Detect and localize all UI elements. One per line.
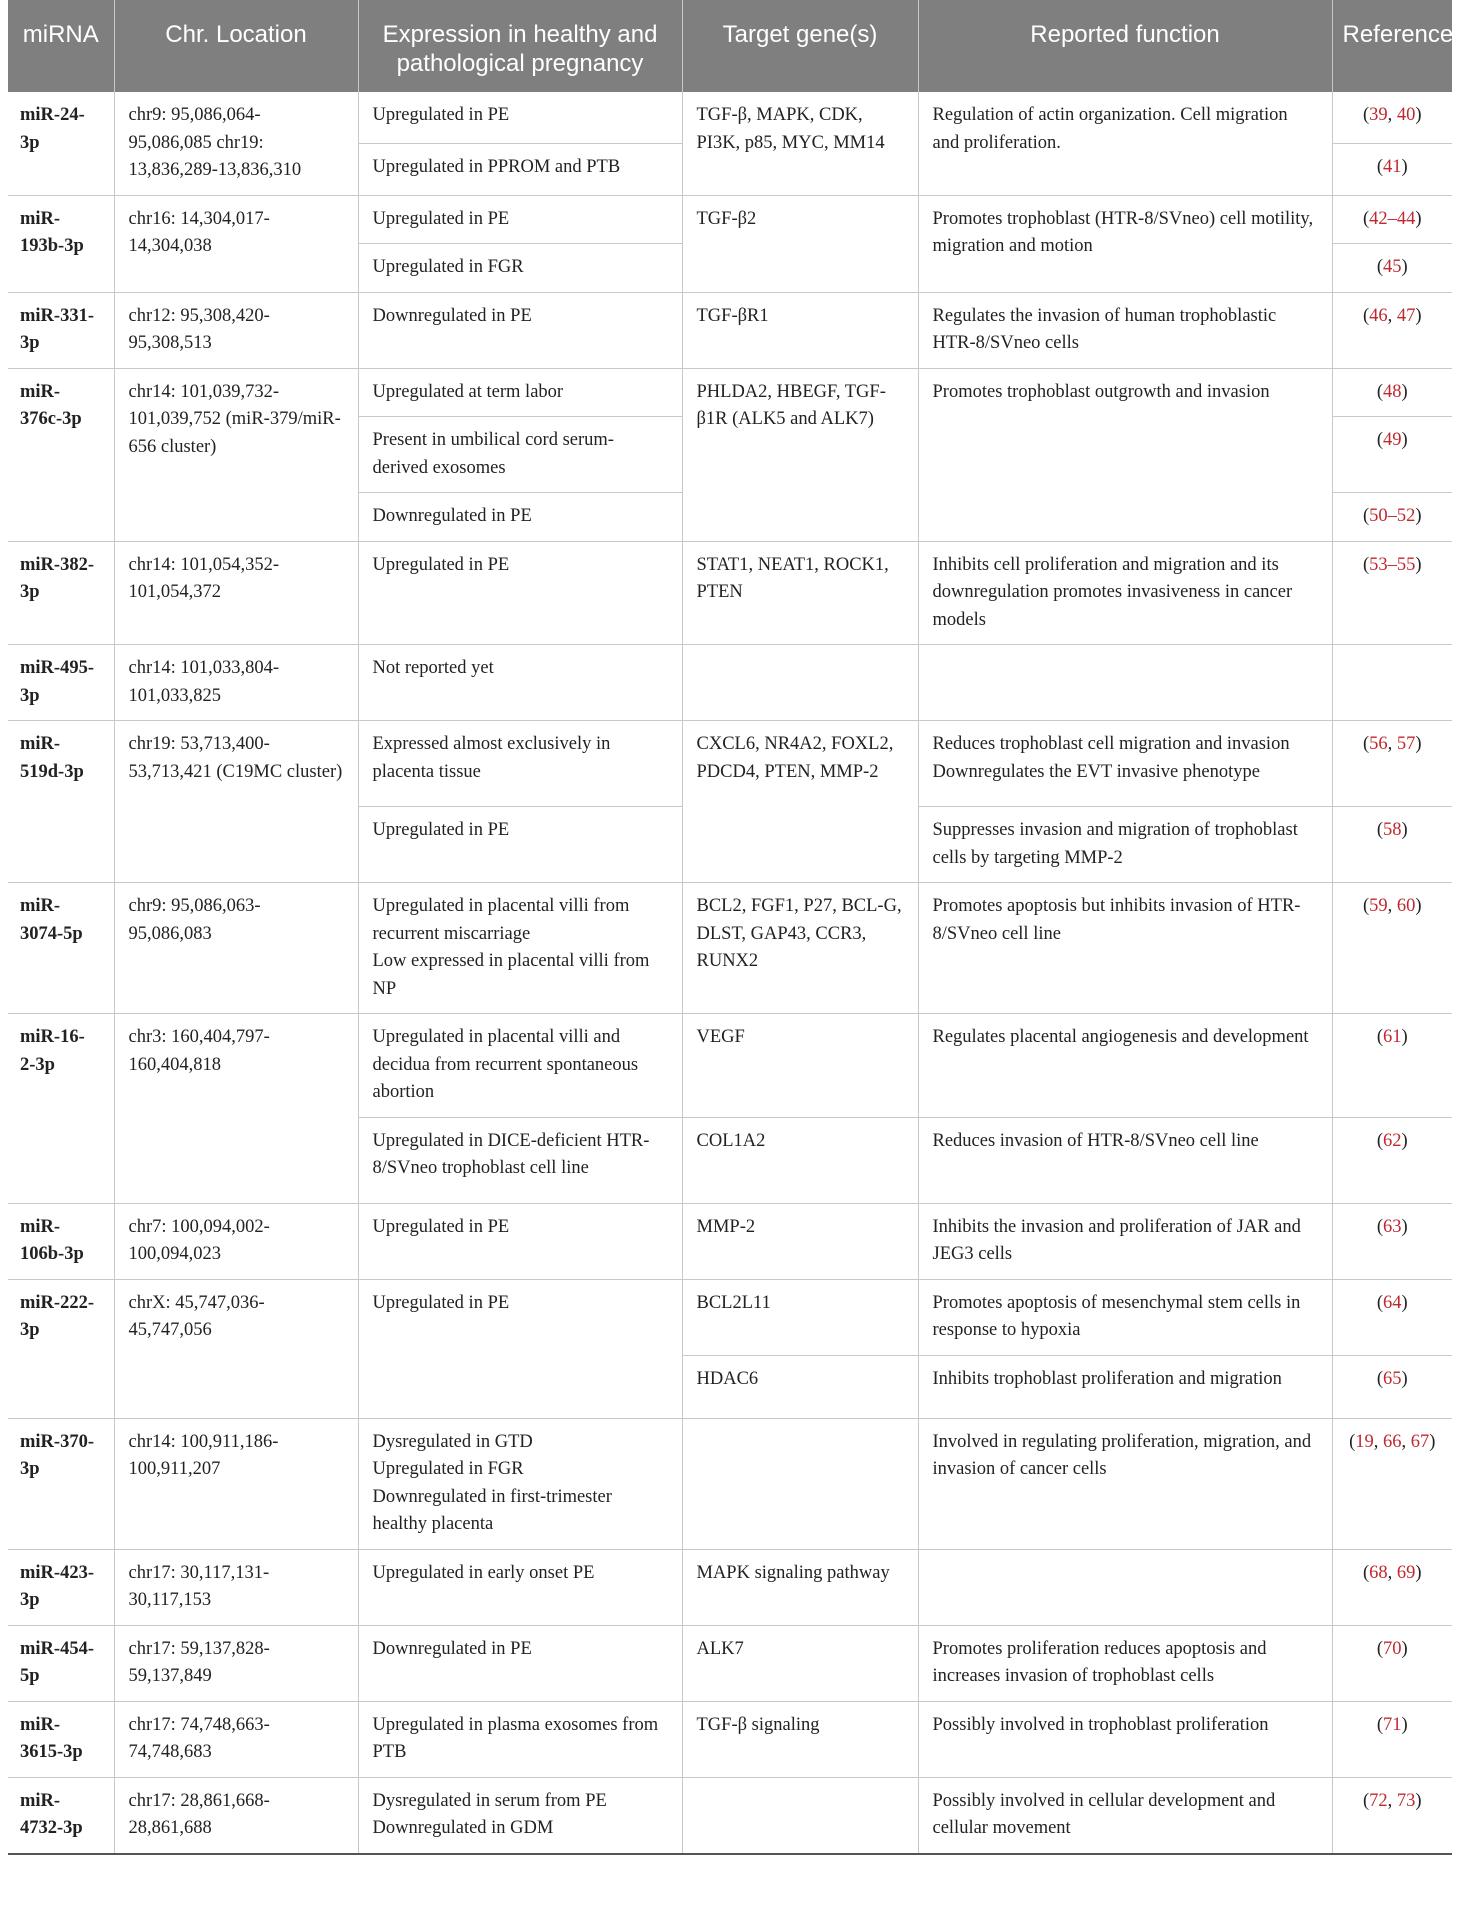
reference-link[interactable]: 49 — [1383, 430, 1402, 450]
reference-link[interactable]: 19 — [1355, 1431, 1374, 1452]
target-genes-cell: BCL2L11 — [682, 1279, 918, 1355]
reference-cell: (49) — [1332, 417, 1452, 493]
expression-line: Downregulated in GDM — [372, 1818, 554, 1838]
mirna-cell: miR-519d-3p — [8, 721, 114, 883]
expression-cell — [358, 645, 682, 721]
chr-location-cell: chr16: 14,304,017-14,304,038 — [114, 195, 358, 292]
function-line: Regulates placental angiogenesis and development — [932, 1027, 1309, 1047]
function-line: Reduces trophoblast cell migration and invasion — [932, 734, 1290, 754]
reference-link[interactable]: 57 — [1396, 734, 1416, 754]
target-genes-cell: MMP-2 — [682, 1203, 918, 1279]
expression-cell — [358, 1549, 682, 1625]
function-line: Inhibits cell proliferation and migration and its downregulation promotes invasiveness in cancer models — [932, 554, 1293, 630]
function-cell — [918, 721, 1332, 807]
reference-cell: (68, 69) — [1332, 1549, 1452, 1625]
table-row — [8, 368, 1452, 417]
reference-cell: (39, 40) — [1332, 92, 1452, 143]
target-genes-cell — [682, 1777, 918, 1854]
reference-cell: (59, 60) — [1332, 883, 1452, 1014]
chr-location-cell: chr17: 59,137,828-59,137,849 — [114, 1625, 358, 1701]
table-row — [8, 1014, 1452, 1118]
mirna-cell: miR-24-3p — [8, 92, 114, 195]
expression-line: Upregulated in PE — [372, 1292, 510, 1313]
table-row — [8, 541, 1452, 645]
expression-cell — [358, 1701, 682, 1777]
reference-link[interactable]: 46 — [1369, 305, 1388, 326]
expression-cell — [358, 195, 682, 244]
reference-cell: (70) — [1332, 1625, 1452, 1701]
function-cell — [918, 1777, 1332, 1854]
expression-line: Upregulated in placental villi from recurrent miscarriage — [372, 896, 630, 944]
expression-cell — [358, 1117, 682, 1203]
function-cell — [918, 292, 1332, 368]
reference-link[interactable]: 47 — [1396, 305, 1416, 326]
reference-link[interactable]: 70 — [1383, 1638, 1402, 1659]
chr-location-cell: chr14: 100,911,186-100,911,207 — [114, 1418, 358, 1549]
expression-line: Upregulated in PE — [372, 1216, 510, 1237]
expression-line: Downregulated in PE — [372, 305, 532, 326]
target-genes-cell: STAT1, NEAT1, ROCK1, PTEN — [682, 541, 918, 645]
reference-link[interactable]: 42–44 — [1369, 208, 1416, 229]
reference-cell: (65) — [1332, 1355, 1452, 1418]
reference-cell — [1332, 645, 1452, 721]
function-cell — [918, 541, 1332, 645]
function-cell — [918, 195, 1332, 292]
reference-cell: (58) — [1332, 807, 1452, 883]
function-line: Downregulates the EVT invasive phenotype — [932, 761, 1260, 782]
reference-link[interactable]: 66 — [1383, 1431, 1402, 1452]
reference-cell: (61) — [1332, 1014, 1452, 1118]
expression-cell — [358, 143, 682, 195]
table-row — [8, 883, 1452, 1014]
mirna-cell: miR-193b-3p — [8, 195, 114, 292]
expression-line: Upregulated in placental villi and decidua from recurrent spontaneous abortion — [372, 1027, 639, 1102]
function-cell — [918, 1203, 1332, 1279]
expression-cell — [358, 1777, 682, 1854]
mirna-cell: miR-376c-3p — [8, 368, 114, 541]
expression-line: Downregulated in PE — [372, 1638, 532, 1659]
expression-line: Downregulated in PE — [372, 506, 532, 526]
header-row — [8, 0, 1452, 92]
reference-link[interactable]: 71 — [1383, 1714, 1402, 1735]
chr-location-cell: chr3: 160,404,797-160,404,818 — [114, 1014, 358, 1204]
function-line: Inhibits trophoblast proliferation and migration — [932, 1368, 1282, 1389]
reference-cell: (64) — [1332, 1279, 1452, 1355]
function-cell — [918, 883, 1332, 1014]
expression-line: Dysregulated in GTD — [372, 1431, 533, 1452]
target-genes-cell: TGF-βR1 — [682, 292, 918, 368]
expression-line: Upregulated in FGR — [372, 1459, 524, 1479]
target-genes-cell: HDAC6 — [682, 1355, 918, 1418]
expression-line: Upregulated in PE — [372, 820, 510, 840]
reference-cell: (42–44) — [1332, 195, 1452, 244]
reference-link[interactable]: 64 — [1383, 1292, 1402, 1313]
reference-link[interactable]: 60 — [1396, 896, 1416, 916]
function-cell — [918, 1418, 1332, 1549]
function-cell — [918, 368, 1332, 541]
expression-cell — [358, 368, 682, 417]
reference-link[interactable]: 69 — [1396, 1562, 1416, 1583]
expression-cell — [358, 292, 682, 368]
chr-location-cell: chr14: 101,039,732-101,039,752 (miR-379/miR-656 cluster) — [114, 368, 358, 541]
expression-line: Upregulated in PPROM and PTB — [372, 156, 621, 177]
function-line: Possibly involved in trophoblast proliferation — [932, 1714, 1269, 1735]
function-cell — [918, 807, 1332, 883]
table-row — [8, 1549, 1452, 1625]
expression-cell — [358, 1203, 682, 1279]
header-reference: Reference — [1332, 0, 1452, 92]
expression-line: Upregulated in early onset PE — [372, 1562, 595, 1583]
target-genes-cell: ALK7 — [682, 1625, 918, 1701]
reference-link[interactable]: 50–52 — [1369, 506, 1416, 526]
reference-link[interactable]: 62 — [1383, 1130, 1402, 1151]
target-genes-cell: CXCL6, NR4A2, FOXL2, PDCD4, PTEN, MMP-2 — [682, 721, 918, 883]
table-row — [8, 195, 1452, 244]
header-target-genes: Target gene(s) — [682, 0, 918, 92]
reference-link[interactable]: 63 — [1383, 1216, 1402, 1237]
table-body — [8, 92, 1452, 1854]
function-line: Involved in regulating proliferation, migration, and invasion of cancer cells — [932, 1431, 1312, 1479]
reference-link[interactable]: 53–55 — [1369, 554, 1416, 575]
target-genes-cell — [682, 1418, 918, 1549]
reference-link[interactable]: 61 — [1383, 1027, 1402, 1047]
reference-link[interactable]: 40 — [1396, 105, 1416, 125]
target-genes-cell: PHLDA2, HBEGF, TGF-β1R (ALK5 and ALK7) — [682, 368, 918, 541]
target-genes-cell: BCL2, FGF1, P27, BCL-G, DLST, GAP43, CCR3, RUNX2 — [682, 883, 918, 1014]
reference-cell: (50–52) — [1332, 493, 1452, 542]
mirna-cell: miR-3074-5p — [8, 883, 114, 1014]
reference-link[interactable]: 48 — [1383, 381, 1402, 402]
reference-link[interactable]: 58 — [1383, 820, 1402, 840]
expression-line: Upregulated in PE — [372, 105, 510, 125]
reference-link[interactable]: 68 — [1369, 1562, 1388, 1583]
function-line: Promotes trophoblast outgrowth and invasion — [932, 381, 1270, 402]
reference-link[interactable]: 73 — [1396, 1790, 1416, 1811]
expression-cell — [358, 92, 682, 143]
table-row — [8, 92, 1452, 143]
reference-cell: (45) — [1332, 244, 1452, 293]
chr-location-cell: chr12: 95,308,420-95,308,513 — [114, 292, 358, 368]
expression-line: Upregulated in DICE-deficient HTR-8/SVneo trophoblast cell line — [372, 1130, 650, 1178]
expression-cell — [358, 244, 682, 293]
target-genes-cell: TGF-β2 — [682, 195, 918, 292]
function-cell — [918, 1014, 1332, 1118]
expression-cell — [358, 807, 682, 883]
expression-line: Upregulated in PE — [372, 554, 510, 575]
reference-cell: (62) — [1332, 1117, 1452, 1203]
mirna-cell: miR-423-3p — [8, 1549, 114, 1625]
reference-cell: (71) — [1332, 1701, 1452, 1777]
function-cell — [918, 1549, 1332, 1625]
chr-location-cell: chr14: 101,033,804-101,033,825 — [114, 645, 358, 721]
function-line: Promotes apoptosis of mesenchymal stem cells in response to hypoxia — [932, 1292, 1301, 1340]
table-row — [8, 1418, 1452, 1549]
reference-cell: (19, 66, 67) — [1332, 1418, 1452, 1549]
table-row — [8, 1203, 1452, 1279]
mirna-cell: miR-16-2-3p — [8, 1014, 114, 1204]
function-cell — [918, 1355, 1332, 1418]
function-line: Inhibits the invasion and proliferation of JAR and JEG3 cells — [932, 1216, 1301, 1264]
mirna-cell: miR-382-3p — [8, 541, 114, 645]
expression-cell — [358, 1279, 682, 1418]
reference-cell: (53–55) — [1332, 541, 1452, 645]
target-genes-cell — [682, 645, 918, 721]
mirna-cell: miR-106b-3p — [8, 1203, 114, 1279]
chr-location-cell: chr17: 28,861,668-28,861,688 — [114, 1777, 358, 1854]
chr-location-cell: chr17: 30,117,131-30,117,153 — [114, 1549, 358, 1625]
mirna-cell: miR-3615-3p — [8, 1701, 114, 1777]
expression-cell — [358, 883, 682, 1014]
target-genes-cell: COL1A2 — [682, 1117, 918, 1203]
function-line: Reduces invasion of HTR-8/SVneo cell line — [932, 1130, 1259, 1151]
target-genes-cell: VEGF — [682, 1014, 918, 1118]
function-cell — [918, 645, 1332, 721]
reference-cell: (48) — [1332, 368, 1452, 417]
table-row — [8, 1701, 1452, 1777]
expression-line: Upregulated in plasma exosomes from PTB — [372, 1714, 659, 1762]
function-line: Regulation of actin organization. Cell migration and proliferation. — [932, 105, 1288, 153]
reference-cell: (56, 57) — [1332, 721, 1452, 807]
target-genes-cell: MAPK signaling pathway — [682, 1549, 918, 1625]
header-expression: Expression in healthy and pathological pregnancy — [358, 0, 682, 92]
chr-location-cell: chr19: 53,713,400-53,713,421 (C19MC cluster) — [114, 721, 358, 883]
table-row — [8, 1777, 1452, 1854]
mirna-cell: miR-454-5p — [8, 1625, 114, 1701]
expression-line: Upregulated at term labor — [372, 381, 564, 402]
expression-line: Upregulated in FGR — [372, 257, 524, 277]
table-row — [8, 721, 1452, 807]
function-line: Promotes apoptosis but inhibits invasion of HTR-8/SVneo cell line — [932, 896, 1301, 944]
target-genes-cell: TGF-β, MAPK, CDK, PI3K, p85, MYC, MM14 — [682, 92, 918, 195]
reference-link[interactable]: 67 — [1410, 1431, 1430, 1452]
mirna-cell: miR-222-3p — [8, 1279, 114, 1418]
reference-cell: (46, 47) — [1332, 292, 1452, 368]
reference-link[interactable]: 39 — [1369, 105, 1388, 125]
reference-cell: (72, 73) — [1332, 1777, 1452, 1854]
chr-location-cell: chr7: 100,094,002-100,094,023 — [114, 1203, 358, 1279]
mirna-table — [8, 0, 1452, 1855]
function-line: Promotes proliferation reduces apoptosis and increases invasion of trophoblast cells — [932, 1638, 1267, 1686]
function-line: Possibly involved in cellular development and cellular movement — [932, 1790, 1276, 1838]
reference-cell: (41) — [1332, 143, 1452, 195]
header-chr-location: Chr. Location — [114, 0, 358, 92]
function-line: Promotes trophoblast (HTR-8/SVneo) cell motility, migration and motion — [932, 208, 1314, 256]
reference-link[interactable]: 72 — [1369, 1790, 1388, 1811]
mirna-cell: miR-495-3p — [8, 645, 114, 721]
reference-cell: (63) — [1332, 1203, 1452, 1279]
chr-location-cell: chr17: 74,748,663-74,748,683 — [114, 1701, 358, 1777]
expression-cell — [358, 417, 682, 493]
chr-location-cell: chr9: 95,086,064-95,086,085 chr19: 13,836,289-13,836,310 — [114, 92, 358, 195]
expression-cell — [358, 541, 682, 645]
expression-line: Low expressed in placental villi from NP — [372, 951, 650, 999]
reference-link[interactable]: 56 — [1369, 734, 1388, 754]
table-row — [8, 1279, 1452, 1355]
reference-link[interactable]: 41 — [1383, 156, 1402, 177]
expression-line: Upregulated in PE — [372, 208, 510, 229]
expression-line: Present in umbilical cord serum-derived exosomes — [372, 430, 614, 478]
chr-location-cell: chr14: 101,054,352-101,054,372 — [114, 541, 358, 645]
expression-cell — [358, 1014, 682, 1118]
reference-link[interactable]: 65 — [1383, 1368, 1402, 1389]
reference-link[interactable]: 45 — [1383, 257, 1402, 277]
table-row — [8, 645, 1452, 721]
function-line: Suppresses invasion and migration of trophoblast cells by targeting MMP-2 — [932, 820, 1298, 868]
function-cell — [918, 92, 1332, 195]
target-genes-cell: TGF-β signaling — [682, 1701, 918, 1777]
chr-location-cell: chr9: 95,086,063-95,086,083 — [114, 883, 358, 1014]
reference-link[interactable]: 59 — [1369, 896, 1388, 916]
header-mirna: miRNA — [8, 0, 114, 92]
expression-line: Downregulated in first-trimester healthy placenta — [372, 1486, 612, 1534]
mirna-cell: miR-370-3p — [8, 1418, 114, 1549]
chr-location-cell: chrX: 45,747,036-45,747,056 — [114, 1279, 358, 1418]
expression-line: Dysregulated in serum from PE — [372, 1790, 607, 1811]
expression-line: Expressed almost exclusively in placenta tissue — [372, 734, 611, 782]
table-row — [8, 292, 1452, 368]
expression-cell — [358, 721, 682, 807]
mirna-cell: miR-4732-3p — [8, 1777, 114, 1854]
function-cell — [918, 1701, 1332, 1777]
expression-cell — [358, 1625, 682, 1701]
expression-cell — [358, 1418, 682, 1549]
function-line: Regulates the invasion of human trophoblastic HTR-8/SVneo cells — [932, 305, 1277, 353]
function-cell — [918, 1625, 1332, 1701]
mirna-cell: miR-331-3p — [8, 292, 114, 368]
table-row — [8, 1625, 1452, 1701]
expression-line: Not reported yet — [372, 658, 494, 678]
function-cell — [918, 1279, 1332, 1355]
expression-cell — [358, 493, 682, 542]
header-reported-function: Reported function — [918, 0, 1332, 92]
function-cell — [918, 1117, 1332, 1203]
